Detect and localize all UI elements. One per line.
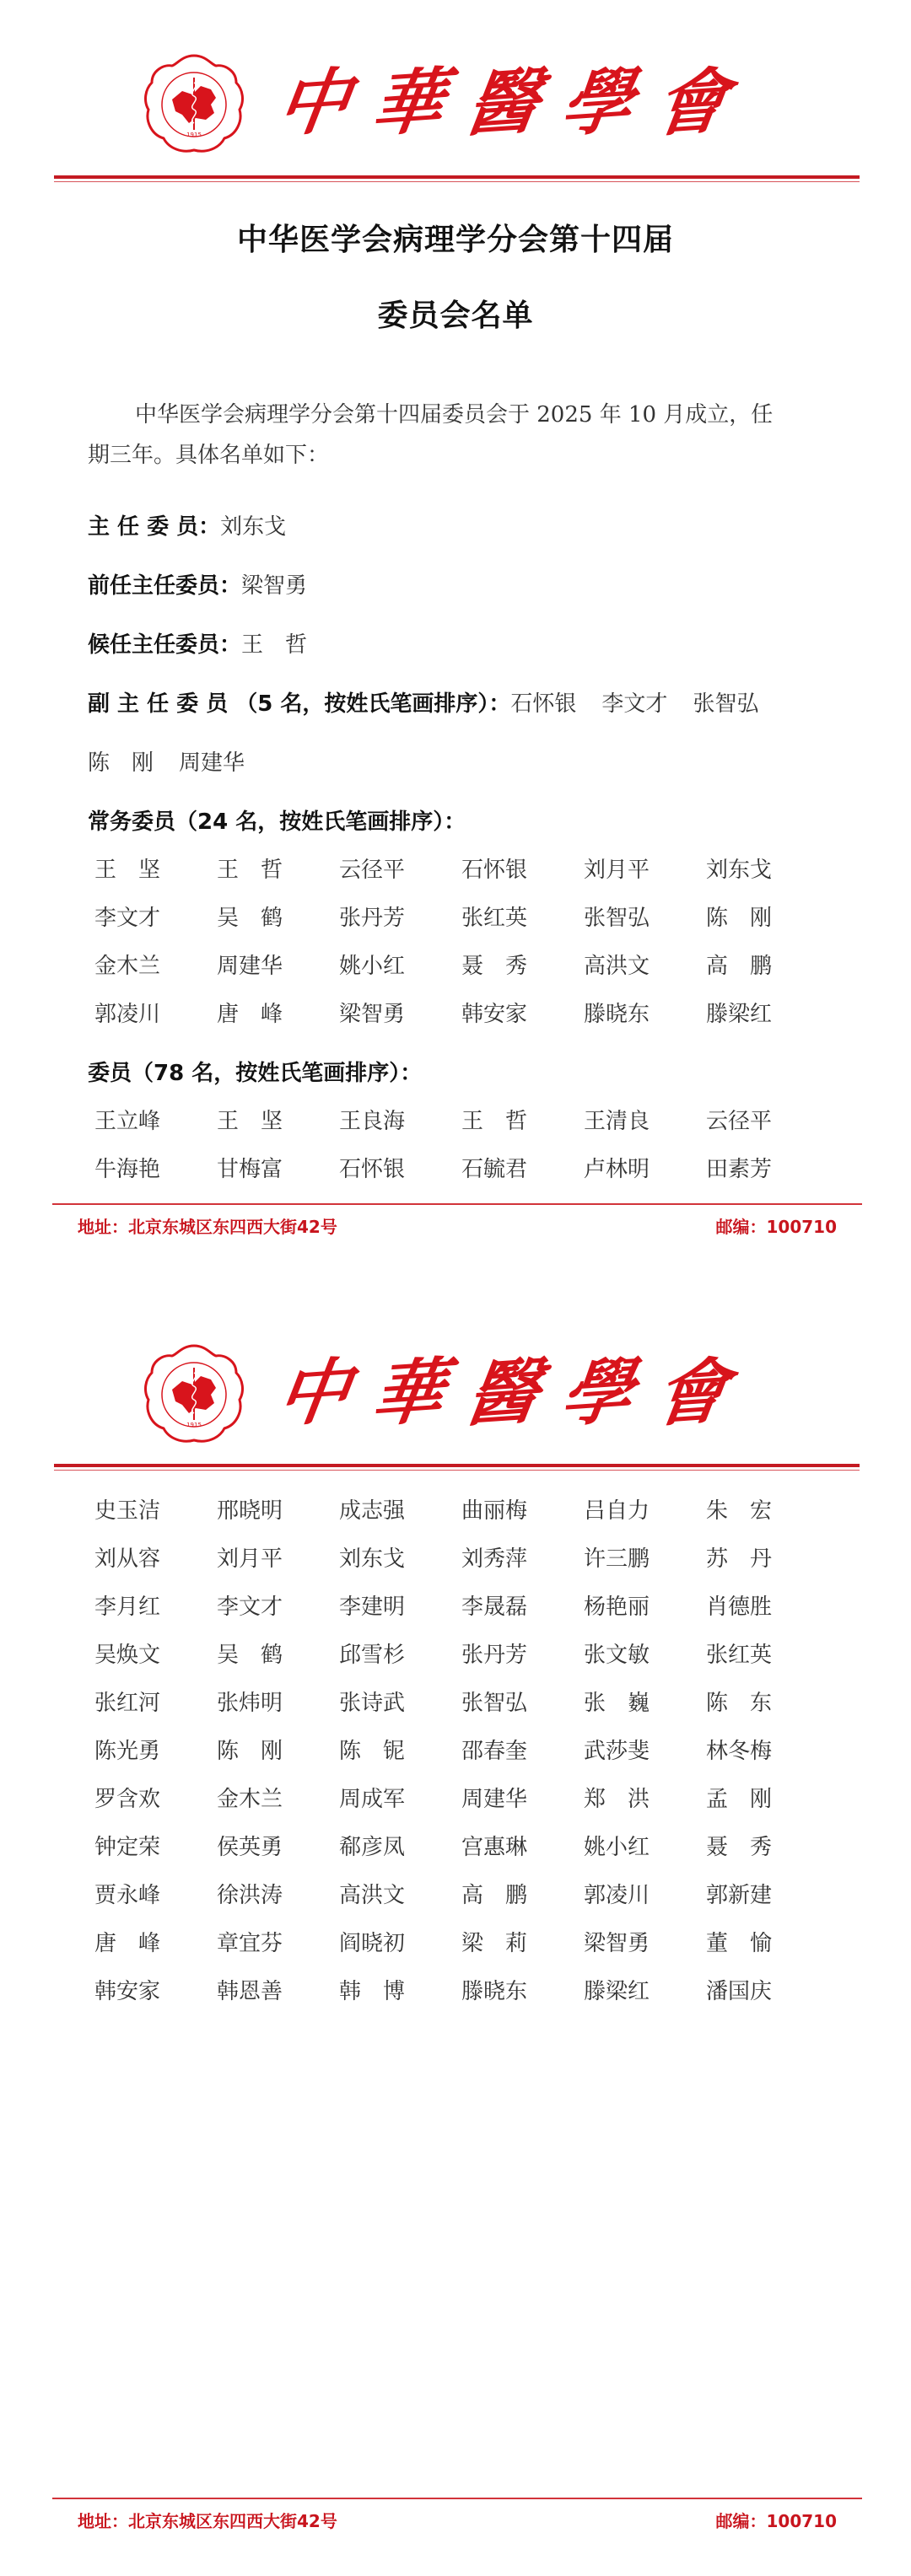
past-chair-label: 前任主任委员： <box>88 573 242 599</box>
member-name: 钟定荣 <box>94 1835 161 1860</box>
svg-text:1915: 1915 <box>186 1422 202 1428</box>
member-name: 曲丽梅 <box>461 1498 528 1524</box>
footer-postcode: 邮编：100710 <box>715 1217 837 1237</box>
member-name: 李文才 <box>217 1595 283 1620</box>
cma-logo-icon <box>142 1342 246 1447</box>
vice-chair-name: 周建华 <box>179 750 245 776</box>
member-name: 李月红 <box>94 1595 161 1620</box>
member-name: 滕晓东 <box>584 1002 650 1027</box>
brand-wordmark: 中 華 醫 學 會 <box>272 58 734 147</box>
chair-elect-line <box>88 627 307 659</box>
member-name: 聂 秀 <box>461 954 528 979</box>
member-name: 石毓君 <box>461 1157 528 1182</box>
member-name: 章宜芬 <box>217 1931 283 1956</box>
member-name: 聂 秀 <box>706 1835 773 1860</box>
member-name: 韩安家 <box>461 1002 528 1027</box>
member-name: 李文才 <box>94 906 161 931</box>
chair-elect-name: 王 哲 <box>241 632 308 658</box>
members-grid-page2 <box>94 1487 828 2016</box>
vice-chair-name: 石怀银 <box>510 691 577 717</box>
brand-wordmark: 中 華 醫 學 會 <box>272 1348 734 1437</box>
member-name: 韩恩善 <box>217 1979 283 2004</box>
member-name: 宫惠琳 <box>461 1835 528 1860</box>
member-name: 郭凌川 <box>94 1002 161 1027</box>
member-name: 云径平 <box>339 858 406 883</box>
cma-logo-icon <box>142 52 246 157</box>
member-name: 阎晓初 <box>339 1931 406 1956</box>
member-name: 梁智勇 <box>339 1002 406 1027</box>
member-name: 王 哲 <box>461 1109 528 1134</box>
member-name: 周建华 <box>461 1787 528 1812</box>
member-name: 孟 刚 <box>706 1787 773 1812</box>
member-name: 邱雪杉 <box>339 1643 406 1668</box>
member-name: 张丹芳 <box>461 1643 528 1668</box>
member-name: 张丹芳 <box>339 906 406 931</box>
member-name: 张红英 <box>461 906 528 931</box>
document-page-1 <box>0 0 911 1265</box>
standing-members-heading: 常务委员（24 名，按姓氏笔画排序）： <box>88 809 466 835</box>
vice-chairs-line-2 <box>88 745 245 777</box>
member-name: 朱 宏 <box>706 1498 773 1524</box>
member-name: 刘东戈 <box>706 858 773 883</box>
member-name: 吴 鹤 <box>217 1643 283 1668</box>
member-name: 陈 刚 <box>706 906 773 931</box>
member-name: 刘月平 <box>584 858 650 883</box>
member-name: 张诗武 <box>339 1691 406 1716</box>
member-name: 高 鹏 <box>461 1883 528 1908</box>
vice-chair-name: 陈 刚 <box>88 750 154 776</box>
letterhead <box>0 1315 911 1442</box>
member-name: 石怀银 <box>339 1157 406 1182</box>
member-name: 吴 鹤 <box>217 906 283 931</box>
member-name: 陈 铌 <box>339 1739 406 1764</box>
member-name: 贾永峰 <box>94 1883 161 1908</box>
member-name: 韩 博 <box>339 1979 406 2004</box>
member-name: 苏 丹 <box>706 1546 773 1572</box>
chair-line <box>88 509 286 540</box>
member-name: 吕自力 <box>584 1498 650 1524</box>
member-name: 邵春奎 <box>461 1739 528 1764</box>
member-name: 李建明 <box>339 1595 406 1620</box>
member-name: 王 哲 <box>217 858 283 883</box>
member-name: 郭凌川 <box>584 1883 650 1908</box>
member-name: 高洪文 <box>339 1883 406 1908</box>
member-name: 许三鹏 <box>584 1546 650 1572</box>
member-name: 林冬梅 <box>706 1739 773 1764</box>
footer-address: 地址：北京东城区东四西大街42号 <box>78 2511 337 2531</box>
member-name: 肖德胜 <box>706 1595 773 1620</box>
past-chair-name: 梁智勇 <box>241 573 308 599</box>
member-name: 王良海 <box>339 1109 406 1134</box>
member-name: 滕晓东 <box>461 1979 528 2004</box>
chair-elect-label: 候任主任委员： <box>88 632 242 658</box>
member-name: 金木兰 <box>94 954 161 979</box>
member-name: 张文敏 <box>584 1643 650 1668</box>
member-name: 唐 峰 <box>217 1002 283 1027</box>
header-rule <box>54 175 860 182</box>
footer-address: 地址：北京东城区东四西大街42号 <box>78 1217 337 1237</box>
member-name: 郑 洪 <box>584 1787 650 1812</box>
page-subtitle: 委员会名单 <box>377 298 534 333</box>
member-name: 刘东戈 <box>339 1546 406 1572</box>
member-name: 罗含欢 <box>94 1787 161 1812</box>
member-name: 石怀银 <box>461 858 528 883</box>
member-name: 史玉洁 <box>94 1498 161 1524</box>
member-name: 王 坚 <box>217 1109 283 1134</box>
member-name: 邢晓明 <box>217 1498 283 1524</box>
member-name: 张红河 <box>94 1691 161 1716</box>
member-name: 吴焕文 <box>94 1643 161 1668</box>
member-name: 王清良 <box>584 1109 650 1134</box>
member-name: 李晟磊 <box>461 1595 528 1620</box>
member-name: 周成军 <box>339 1787 406 1812</box>
member-name: 甘梅富 <box>217 1157 283 1182</box>
member-name: 梁 莉 <box>461 1931 528 1956</box>
member-name: 刘从容 <box>94 1546 161 1572</box>
vice-chair-name: 张智弘 <box>693 691 759 717</box>
footer <box>52 1203 862 1238</box>
members-heading: 委员（78 名，按姓氏笔画排序）： <box>88 1061 423 1086</box>
footer <box>52 2498 862 2532</box>
member-name: 滕梁红 <box>584 1979 650 2004</box>
member-name: 梁智勇 <box>584 1931 650 1956</box>
member-name: 潘国庆 <box>706 1979 773 2004</box>
member-name: 张 巍 <box>584 1691 650 1716</box>
vice-chairs-label: 副 主 任 委 员 （5 名，按姓氏笔画排序）： <box>88 691 511 717</box>
member-name: 张炜明 <box>217 1691 283 1716</box>
intro-paragraph: 中华医学会病理学分会第十四届委员会于 2025 年 10 月成立，任 期三年。具体名单如下： <box>88 402 774 468</box>
member-name: 陈 刚 <box>217 1739 283 1764</box>
vice-chair-name: 李文才 <box>601 691 668 717</box>
footer-postcode: 邮编：100710 <box>715 2511 837 2531</box>
member-name: 高洪文 <box>584 954 650 979</box>
member-name: 王立峰 <box>94 1109 161 1134</box>
member-name: 刘月平 <box>217 1546 283 1572</box>
past-chair-line <box>88 568 307 600</box>
member-name: 田素芳 <box>706 1157 773 1182</box>
member-name: 周建华 <box>217 954 283 979</box>
member-name: 成志强 <box>339 1498 406 1524</box>
chair-label: 主 任 委 员： <box>88 514 221 540</box>
members-grid-page1 <box>94 1098 828 1194</box>
member-name: 滕梁红 <box>706 1002 773 1027</box>
member-name: 卢林明 <box>584 1157 650 1182</box>
member-name: 姚小红 <box>584 1835 650 1860</box>
member-name: 郗彦凤 <box>339 1835 406 1860</box>
member-name: 张智弘 <box>461 1691 528 1716</box>
member-name: 郭新建 <box>706 1883 773 1908</box>
member-name: 高 鹏 <box>706 954 773 979</box>
member-name: 侯英勇 <box>217 1835 283 1860</box>
member-name: 王 坚 <box>94 858 161 883</box>
header-rule <box>54 1464 860 1471</box>
svg-text:1915: 1915 <box>186 132 202 138</box>
member-name: 姚小红 <box>339 954 406 979</box>
document-page-2 <box>0 1315 911 2576</box>
member-name: 金木兰 <box>217 1787 283 1812</box>
member-name: 韩安家 <box>94 1979 161 2004</box>
member-name: 董 愉 <box>706 1931 773 1956</box>
page-title: 中华医学会病理学分会第十四届 <box>236 223 674 257</box>
letterhead <box>0 0 911 147</box>
member-name: 牛海艳 <box>94 1157 161 1182</box>
standing-members-grid <box>94 847 828 1039</box>
member-name: 武莎斐 <box>584 1739 650 1764</box>
member-name: 张红英 <box>706 1643 773 1668</box>
member-name: 唐 峰 <box>94 1931 161 1956</box>
vice-chairs-line <box>88 686 758 718</box>
member-name: 陈光勇 <box>94 1739 161 1764</box>
chair-name: 刘东戈 <box>220 514 287 540</box>
member-name: 杨艳丽 <box>584 1595 650 1620</box>
member-name: 陈 东 <box>706 1691 773 1716</box>
member-name: 云径平 <box>706 1109 773 1134</box>
member-name: 刘秀萍 <box>461 1546 528 1572</box>
member-name: 徐洪涛 <box>217 1883 283 1908</box>
member-name: 张智弘 <box>584 906 650 931</box>
